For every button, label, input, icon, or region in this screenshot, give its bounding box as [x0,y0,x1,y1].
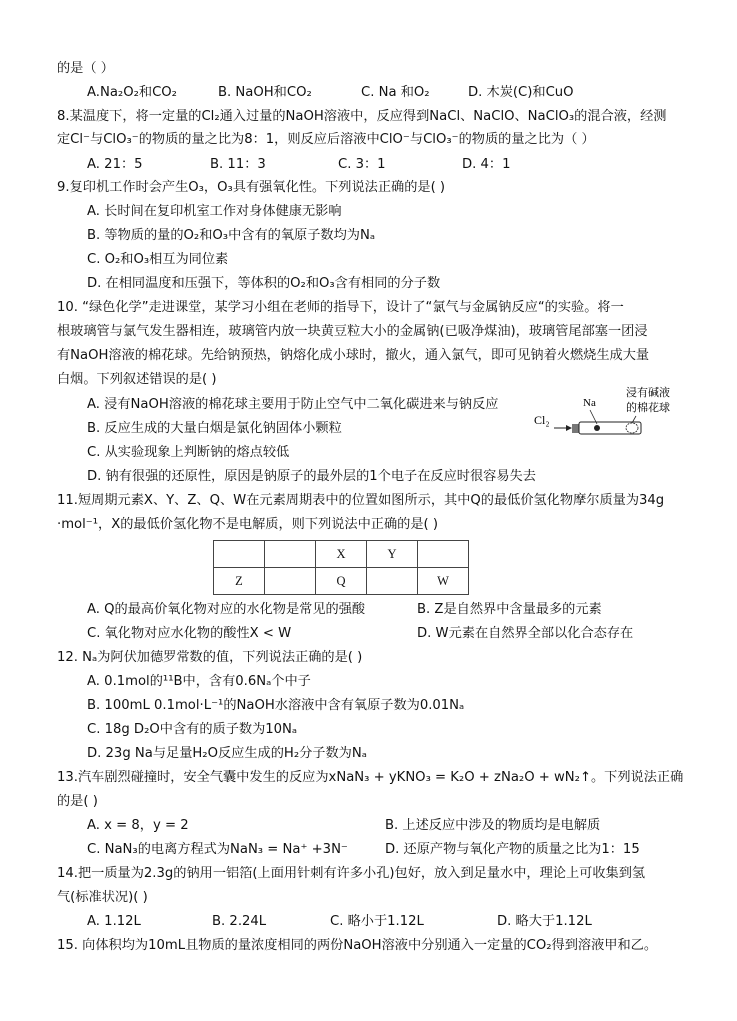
q11-stem-line1: 11.短周期元素X、Y、Z、Q、W在元素周期表中的位置如图所示，其中Q的最低价氢化物摩尔质量为34g [57,493,665,508]
q7-option-d: D. 木炭(C)和CuO [468,85,574,100]
q8-option-a: A. 21：5 [87,157,143,172]
q8-option-d: D. 4：1 [462,157,511,172]
q15-stem-line1: 15. 向体积均为10mL且物质的量浓度相同的两份NaOH溶液中分别通入一定量的CO₂得到溶液甲和乙。 [57,938,658,953]
pt-cell [418,541,469,568]
q10-option-b: B. 反应生成的大量白烟是氯化钠固体小颗粒 [87,421,342,436]
q8-option-c: C. 3：1 [338,157,386,172]
q14-stem-line2: 气(标准状况)( ) [57,890,148,905]
q13-option-a: A. x = 8，y = 2 [87,818,189,833]
stopper [572,424,579,433]
q11-option-c: C. 氧化物对应水化物的酸性X < W [87,626,292,641]
q14-option-d: D. 略大于1.12L [497,914,592,929]
q13-stem-line1: 13.汽车剧烈碰撞时，安全气囊中发生的反应为xNaN₃ + yKNO₃ = K₂O + zNa₂O + wN₂↑。下列说法正确 [57,770,684,785]
q8-stem-line2: 定Cl⁻与ClO₃⁻的物质的量之比为8：1，则反应后溶液中ClO⁻与ClO₃⁻的物质的量之比为（ ） [57,132,595,147]
q12-stem: 12. Nₐ为阿伏加德罗常数的值，下列说法正确的是( ) [57,650,363,665]
q11-option-b: B. Z是自然界中含量最多的元素 [417,602,602,617]
q12-option-a: A. 0.1mol的¹¹B中，含有0.6Nₐ个中子 [87,674,311,689]
q9-option-d: D. 在相同温度和压强下，等体积的O₂和O₃含有相同的分子数 [87,276,441,291]
q10-option-c: C. 从实验现象上判断钠的熔点较低 [87,445,290,460]
q7-option-a: A.Na₂O₂和CO₂ [87,85,177,100]
q9-option-b: B. 等物质的量的O₂和O₃中含有的氧原子数均为Nₐ [87,228,375,243]
q10-stem-line4: 白烟。下列叙述错误的是( ) [57,372,217,387]
figure-label-cotton-2: 的棉花球 [626,401,670,414]
pt-cell: X [316,541,367,568]
pt-cell: Y [367,541,418,568]
q7-option-c: C. Na 和O₂ [361,85,430,100]
pt-cell: Q [316,568,367,595]
q7-option-b: B. NaOH和CO₂ [218,85,312,100]
q10-option-d: D. 钠有很强的还原性，原因是钠原子的最外层的1个电子在反应时很容易失去 [87,469,536,484]
q12-option-c: C. 18g D₂O中含有的质子数为10Nₐ [87,722,298,737]
pt-cell: Z [214,568,265,595]
pt-cell [265,568,316,595]
q14-option-b: B. 2.24L [212,914,267,929]
q11-option-a: A. Q的最高价氧化物对应的水化物是常见的强酸 [87,602,366,617]
q14-stem-line1: 14.把一质量为2.3g的钠用一铝箔(上面用针刺有许多小孔)包好，放入到足量水中，理论上可收集到氢 [57,866,646,881]
gas-arrow-head [566,425,572,431]
q10-stem-line1: 10. “绿色化学”走进课堂，某学习小组在老师的指导下，设计了“氯气与金属钠反应“的实验。将一 [57,300,624,315]
q8-stem-line1: 8.某温度下，将一定量的Cl₂通入过量的NaOH溶液中，反应得到NaCl、NaClO、NaClO₃的混合液，经测 [57,109,667,124]
q13-option-b: B. 上述反应中涉及的物质均是电解质 [385,818,601,833]
pt-cell [367,568,418,595]
q10-option-a: A. 浸有NaOH溶液的棉花球主要用于防止空气中二氧化碳进来与钠反应 [87,397,499,412]
q14-option-c: C. 略小于1.12L [330,914,424,929]
sodium-bead [594,425,600,431]
q13-option-c: C. NaN₃的电离方程式为NaN₃ = Na⁺ +3N⁻ [87,842,348,857]
cotton-ball [626,423,638,433]
q14-option-a: A. 1.12L [87,914,141,929]
figure-label-na: Na [583,397,596,409]
figure-label-cotton-1: 浸有碱液 [626,386,670,399]
q11-stem-line2: ·mol⁻¹，X的最低价氢化物不是电解质，则下列说法中正确的是( ) [57,517,439,532]
q12-option-d: D. 23g Na与足量H₂O反应生成的H₂分子数为Nₐ [87,746,367,761]
figure-label-cl2: Cl₂ [534,413,550,427]
q13-stem-line2: 的是( ) [57,794,98,809]
q7-stem-tail: 的是（ ） [57,61,114,76]
periodic-table-fragment [213,540,469,595]
q9-option-a: A. 长时间在复印机室工作对身体健康无影响 [87,204,342,219]
q8-option-b: B. 11：3 [210,157,266,172]
q11-option-d: D. W元素在自然界全部以化合态存在 [417,626,634,641]
q12-option-b: B. 100mL 0.1mol·L⁻¹的NaOH水溶液中含有氧原子数为0.01Nₐ [87,698,465,713]
q9-stem: 9.复印机工作时会产生O₃，O₃具有强氧化性。下列说法正确的是( ) [57,180,446,195]
q10-stem-line2: 根玻璃管与氯气发生器相连，玻璃管内放一块黄豆粒大小的金属钠(已吸净煤油)，玻璃管尾部塞一团浸 [57,324,648,339]
q13-option-d: D. 还原产物与氧化产物的质量之比为1：15 [385,842,640,857]
pt-cell: W [418,568,469,595]
glass-tube [579,422,641,434]
q9-option-c: C. O₂和O₃相互为同位素 [87,252,229,267]
apparatus-figure [532,384,692,440]
q10-stem-line3: 有NaOH溶液的棉花球。先给钠预热，钠熔化成小球时，撤火，通入氯气，即可见钠着火燃烧生成大量 [57,348,650,363]
pt-cell [265,541,316,568]
pt-cell [214,541,265,568]
